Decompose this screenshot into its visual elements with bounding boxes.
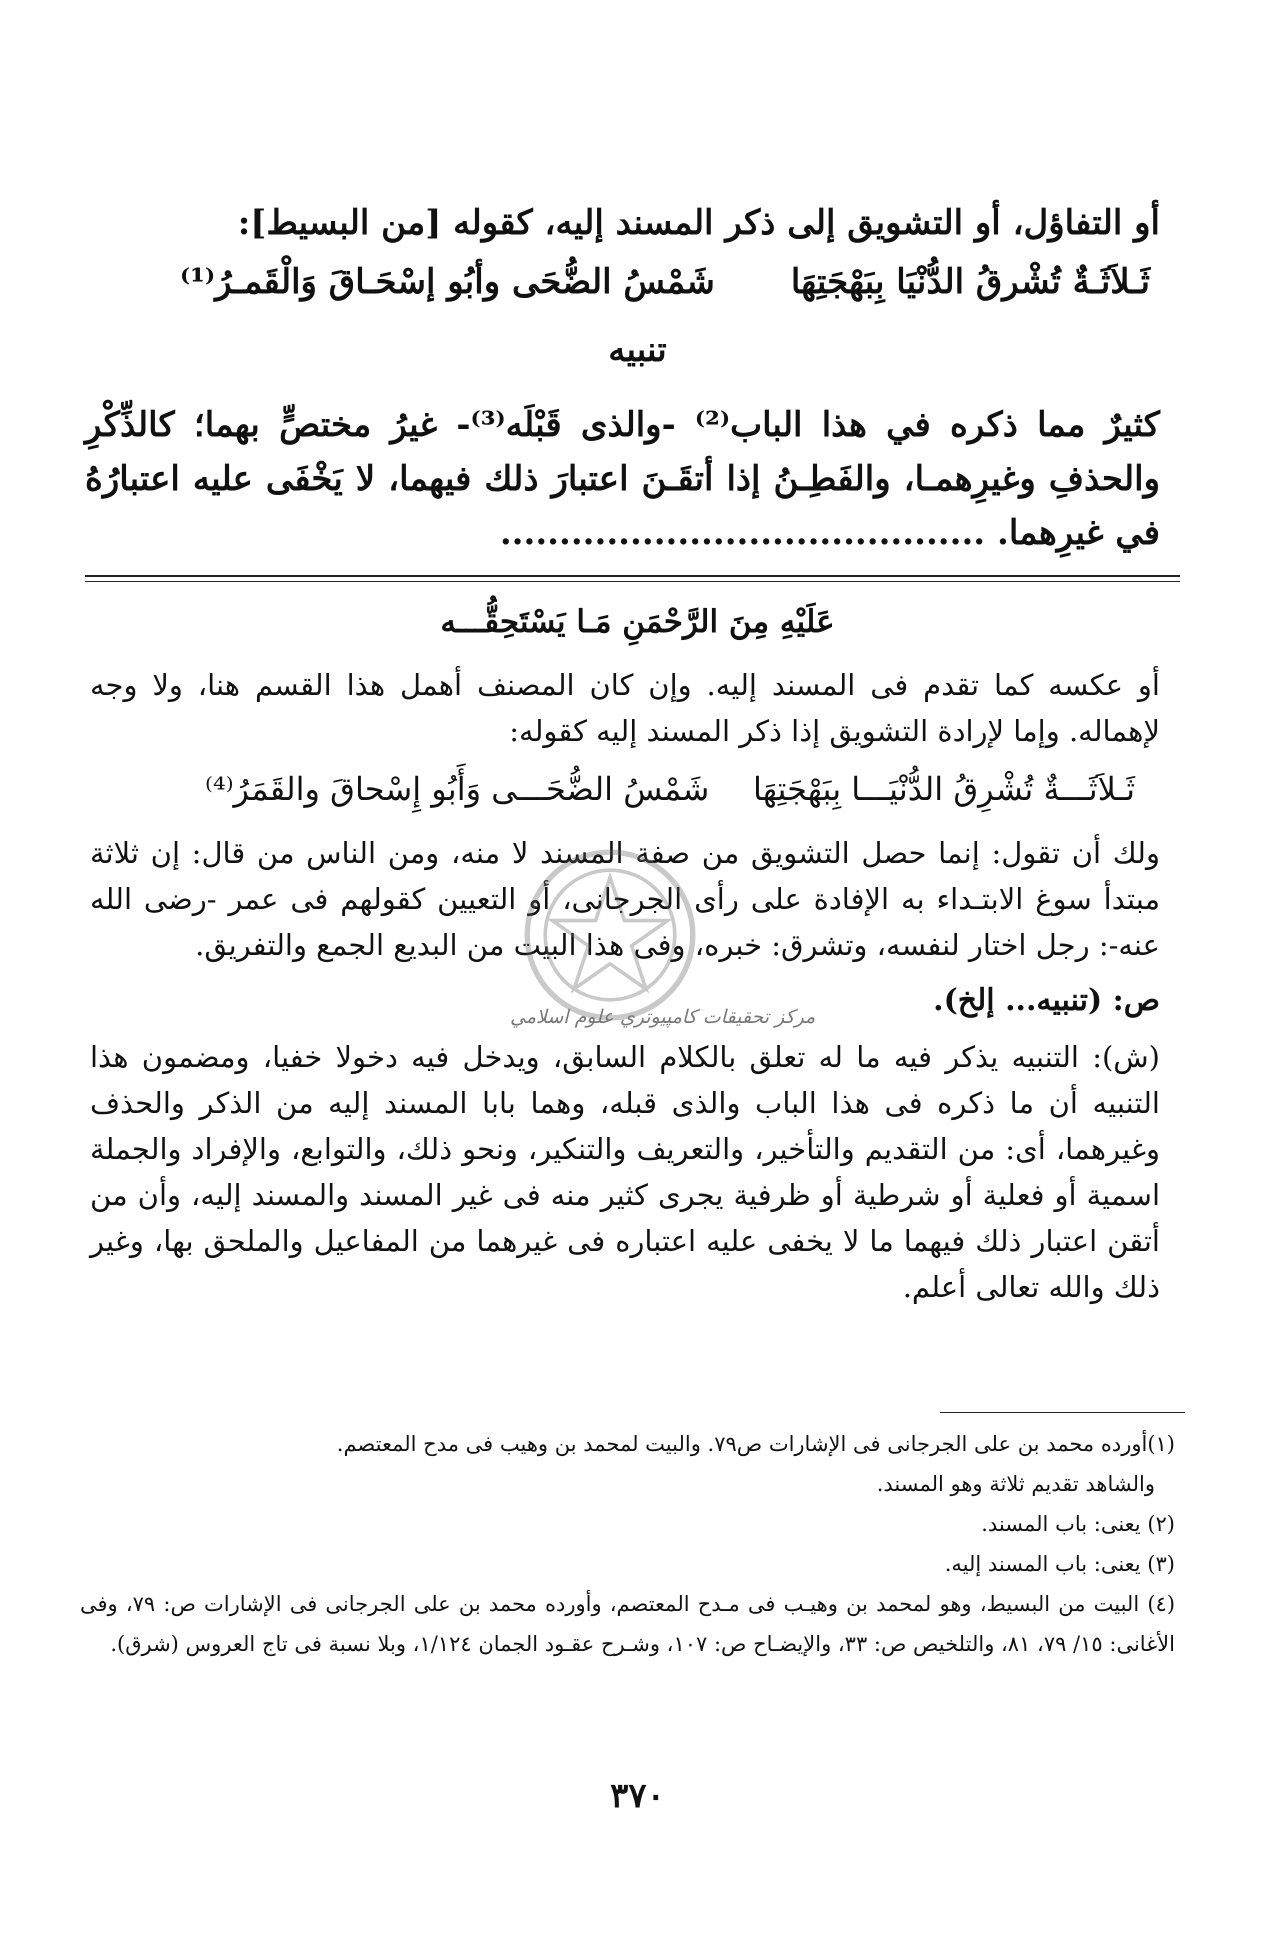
footnotes [80,1424,1175,1664]
matn-intro: أو التفاؤل، أو التشويق إلى ذكر المسند إليه، كقوله [من البسيط]: [237,203,1160,243]
sharh-paragraph-1: أو عكسه كما تقدم فى المسند إليه. وإن كان المصنف أهمل هذا القسم هنا، ولا وجه لإهماله. وإما لإرادة التشويق إذا ذكر المسند إليه كقوله: [90,668,1160,748]
section-divider [85,575,1180,577]
footnote-rule [940,1412,1185,1413]
matn-body-text: كثيرٌ مما ذكره في هذا الباب⁽²⁾ -والذى قَبْلَه⁽³⁾- غيرُ مختصٍّ بهما؛ كالذِّكْرِ والحذفِ وغيرِهمـا، والفَطِـنُ إذا أتقَـنَ اعتبارَ ذلك فيهما، لا يَخْفَى عليه اعتبارُهُ في غيرِهما. [85,405,1160,553]
verse-hemistich-second: شَمْسُ الضُّحَى وأبُو إسْحَـاقَ وَالْقَمـرُ⁽¹⁾ [180,262,715,302]
verse-matn [180,262,1150,302]
sad-line: ص: (تنبيه... إلخ). [933,983,1160,1018]
watermark-stamp-icon [520,845,700,1025]
verse-hemistich-first: ثَـلاَثَـــةٌ تُشْرِقُ الدُّنْيَـــا بِبَهْجَتِهَا [752,770,1135,808]
footnote-4: (٤) البيت من البسيط، وهو لمحمد بن وهيـب فى مـدح المعتصم، وأورده محمد بن على الجرجانى فى الإشارات ص: ٧٩، وفى الأغانى: ١٥/ ٧٩، ٨١، والتلخيص ص: ٣٣، والإيضـاح ص: ١٠٧، وشـرح عقـود الجمان ١/١٢٤، وبلا نسبة فى تاج العروس (شرق). [80,1592,1176,1656]
sharh-paragraph-2: ولك أن تقول: إنما حصل التشويق من صفة المسند لا منه، ومن الناس من قال: إن ثلاثة مبتدأ سوغ الابتـداء به الإفادة على رأى الجرجانى، أو التعيين كقولهم فى عمر -رضى الله عنه-: رجل اختار لنفسه، وتشرق: خبره، وفى هذا البيت من البديع الجمع والتفريق. [90,836,1160,962]
section-divider-thin [85,581,1180,582]
verse-hemistich-second: شَمْسُ الضُّحَـــى وَأَبُو إِسْحاقَ والقَمَرُ⁽⁴⁾ [205,770,710,808]
dotted-leader: ......................................... [499,513,986,553]
page-number: ٣٧٠ [610,1776,665,1816]
footnote-1: (١)أورده محمد بن على الجرجانى فى الإشارات ص٧٩. والبيت لمحمد بن وهيب فى مدح المعتصم. [336,1432,1175,1456]
verse-end-line: عَلَيْهِ مِنَ الرَّحْمَنِ مَـا يَسْتَحِقُّـــه [440,604,835,640]
sharh-paragraph-3: (ش): التنبيه يذكر فيه ما له تعلق بالكلام السابق، ويدخل فيه دخولا خفيا، ومضمون هذا التنبيه أن ما ذكره فى هذا الباب والذى قبله، وهما بابا المسند إليه من الذكر والحذف وغيرهما، أى: من التقديم والتأخير، والتعريف والتنكير، ونحو ذلك، والتوابع، والإفراد والجملة اسمية أو فعلية أو شرطية أو ظرفية يجرى كثير منه فى غير المسند والمسند إليه، وأن من أتقن اعتبار ذلك فيهما ما لا يخفى عليه اعتباره فى غيرهما من المفاعيل والملحق بها، وغير ذلك والله تعالى أعلم. [90,1040,1160,1304]
verse-sharh [205,770,1135,808]
matn-body [85,398,1160,560]
footnote-2: (٢) يعنى: باب المسند. [981,1512,1175,1536]
verse-hemistich-first: ثَـلاَثَـةٌ تُشْرقُ الدُّنْيَا بِبَهْجَتِهَا [790,262,1150,302]
section-heading: تنبيه [608,330,667,370]
footnote-3: (٣) يعنى: باب المسند إليه. [944,1552,1175,1576]
watermark-text: مركز تحقيقات كامپيوتري علوم اسلامي [510,1006,816,1028]
footnote-1-continued: والشاهد تقديم ثلاثة وهو المسند. [876,1472,1155,1496]
